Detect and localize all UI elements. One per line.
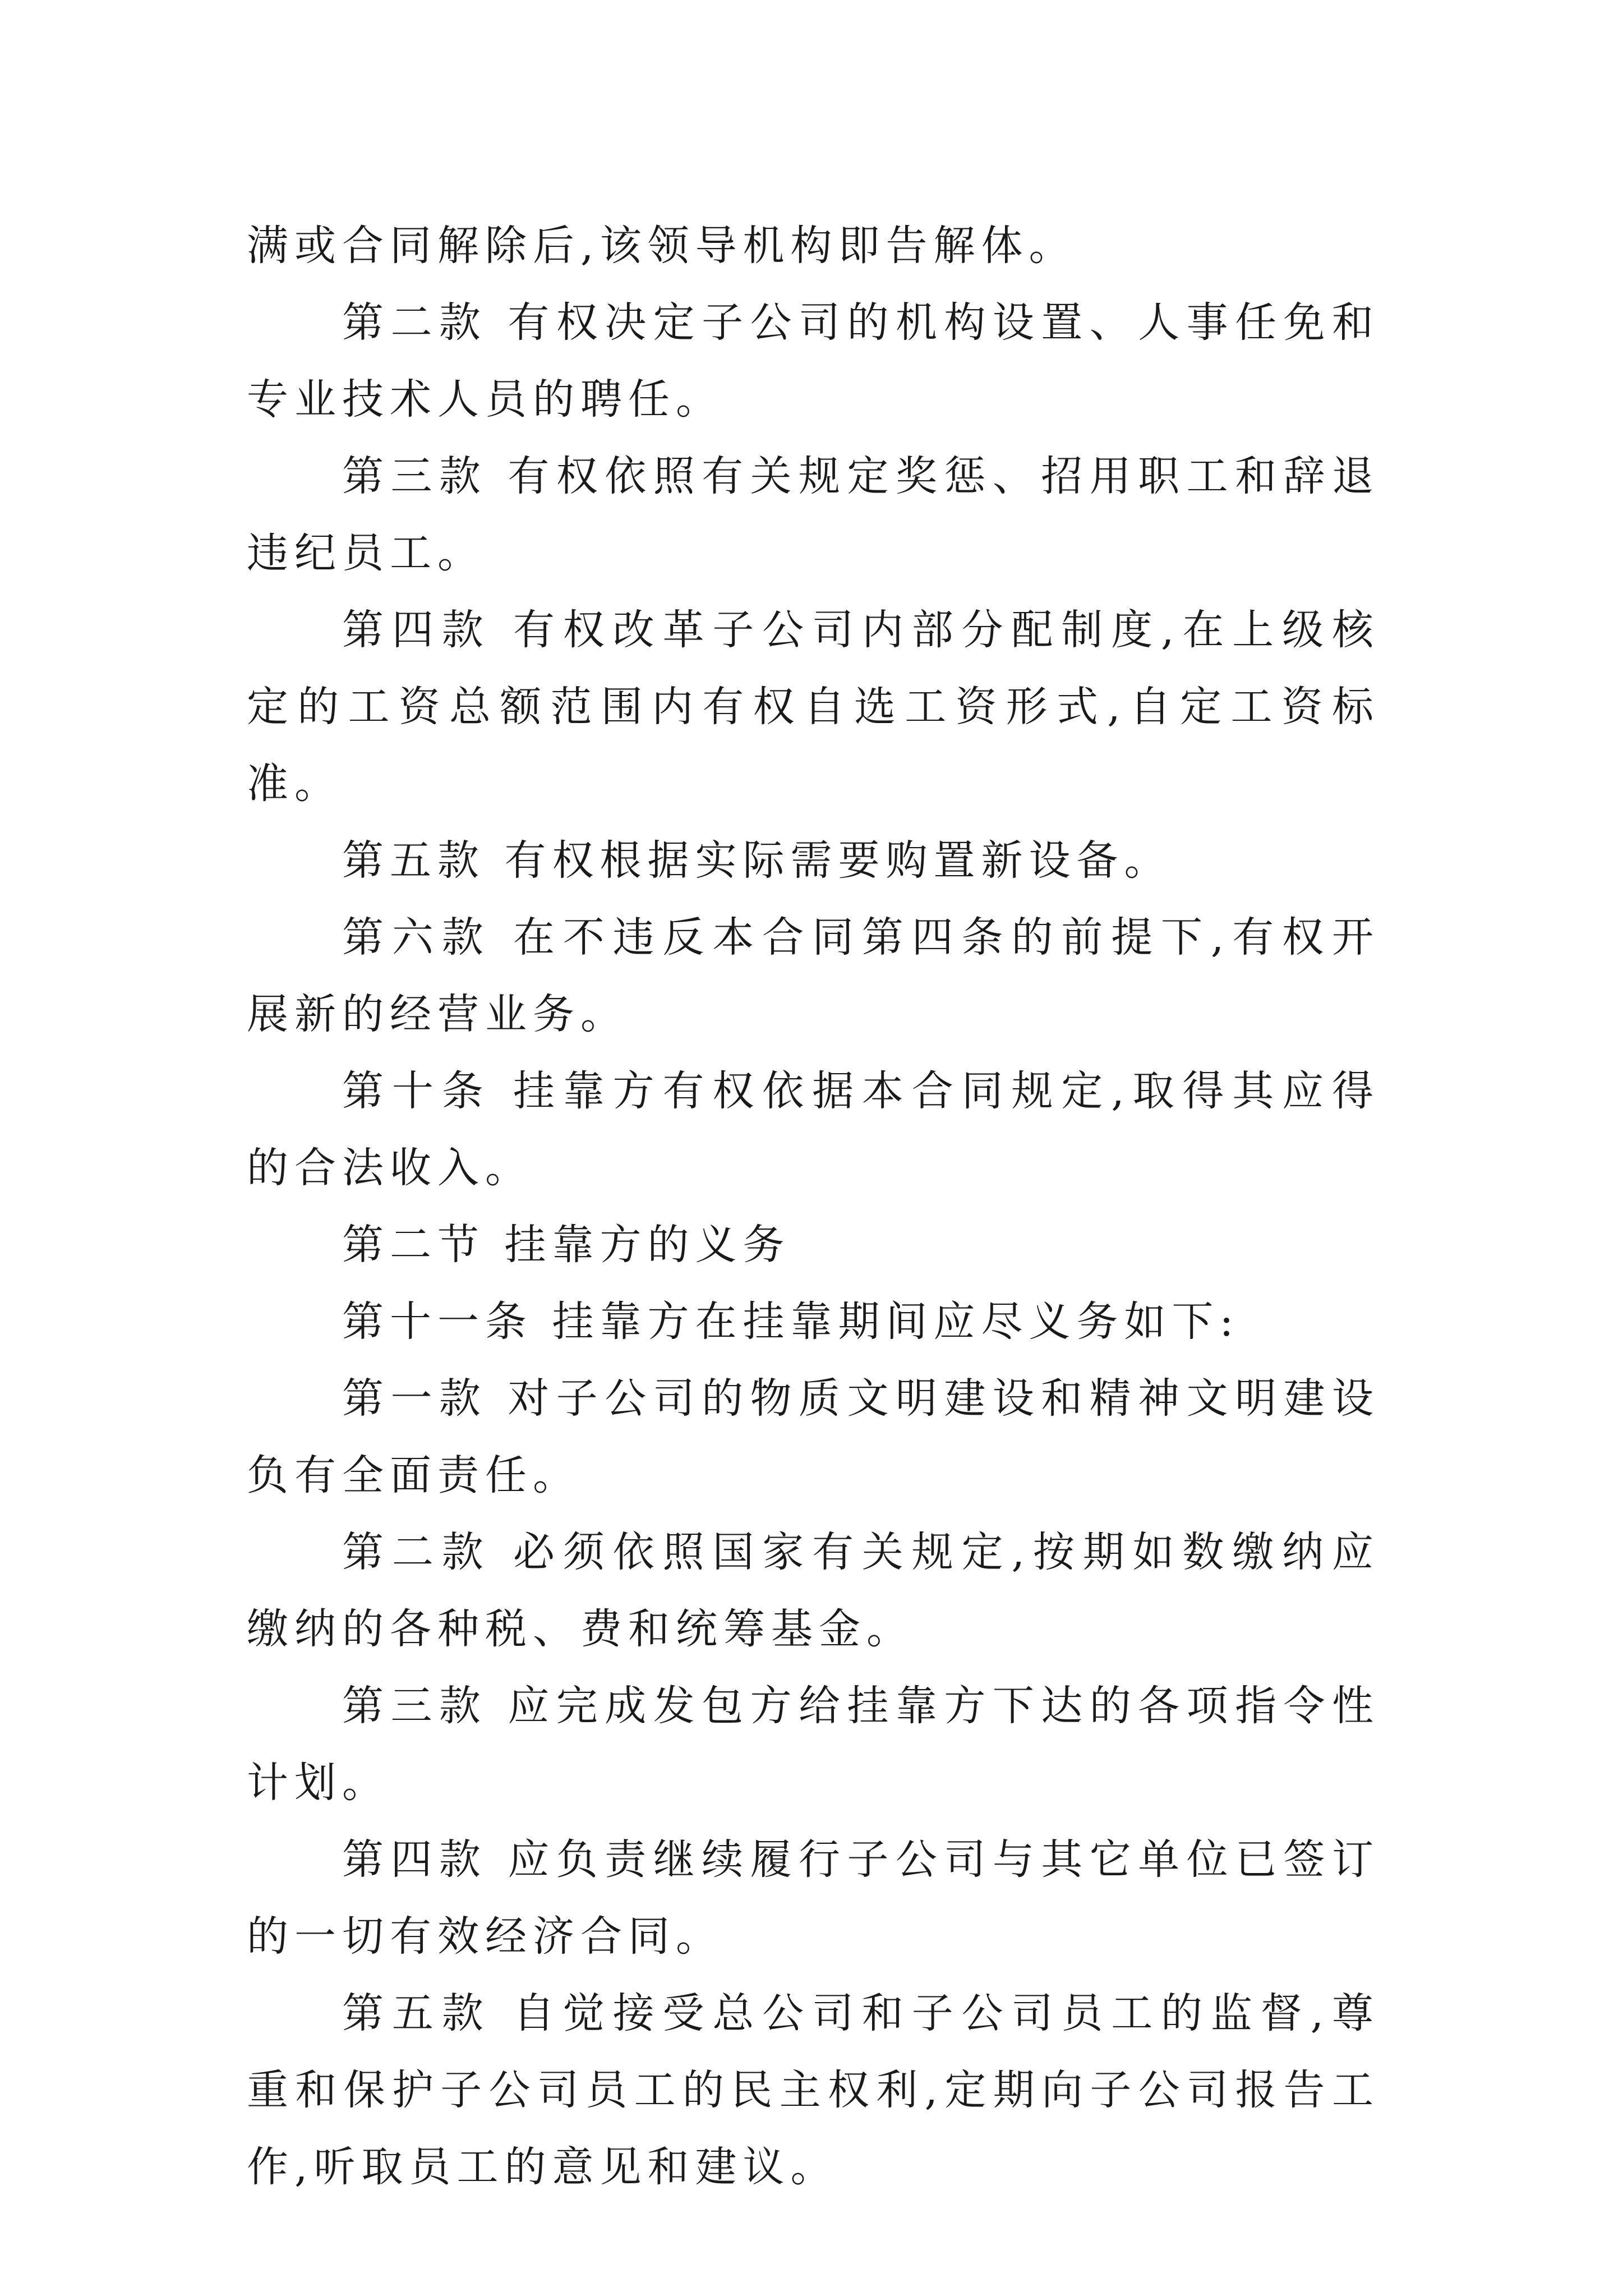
paragraph-article-11: 第十一条 挂靠方在挂靠期间应尽义务如下: bbox=[342, 1297, 1240, 1346]
section-heading-obligations: 第二节 挂靠方的义务 bbox=[342, 1221, 791, 1269]
paragraph-obligation-clause-4: 第四款 应负责继续履行子公司与其它单位已签订的一切有效经济合同。 bbox=[247, 1835, 1380, 1961]
paragraph-clause-2-decide-structure: 第二款 有权决定子公司的机构设置、人事任免和专业技术人员的聘任。 bbox=[247, 298, 1380, 424]
paragraph-clause-3-reward-punish: 第三款 有权依照有关规定奖惩、招用职工和辞退违纪员工。 bbox=[247, 452, 1380, 577]
paragraph-article-10: 第十条 挂靠方有权依据本合同规定,取得其应得的合法收入。 bbox=[247, 1067, 1380, 1192]
paragraph-clause-4-distribution: 第四款 有权改革子公司内部分配制度,在上级核定的工资总额范围内有权自选工资形式,自定工资标准。 bbox=[247, 606, 1380, 808]
paragraph-clause-5-equipment: 第五款 有权根据实际需要购置新设备。 bbox=[342, 836, 1172, 885]
paragraph-clause-6-new-business: 第六款 在不违反本合同第四条的前提下,有权开展新的经营业务。 bbox=[247, 913, 1380, 1038]
paragraph-obligation-clause-2: 第二款 必须依照国家有关规定,按期如数缴纳应缴纳的各种税、费和统筹基金。 bbox=[247, 1528, 1380, 1653]
paragraph-obligation-clause-3: 第三款 应完成发包方给挂靠方下达的各项指令性计划。 bbox=[247, 1682, 1380, 1807]
document-body bbox=[247, 208, 1380, 2206]
paragraph-continuation: 满或合同解除后,该领导机构即告解体。 bbox=[247, 222, 1077, 270]
paragraph-obligation-clause-5: 第五款 自觉接受总公司和子公司员工的监督,尊重和保护子公司员工的民主权利,定期向子公司报告工作,听取员工的意见和建议。 bbox=[247, 1989, 1380, 2191]
paragraph-obligation-clause-1: 第一款 对子公司的物质文明建设和精神文明建设负有全面责任。 bbox=[247, 1374, 1380, 1499]
